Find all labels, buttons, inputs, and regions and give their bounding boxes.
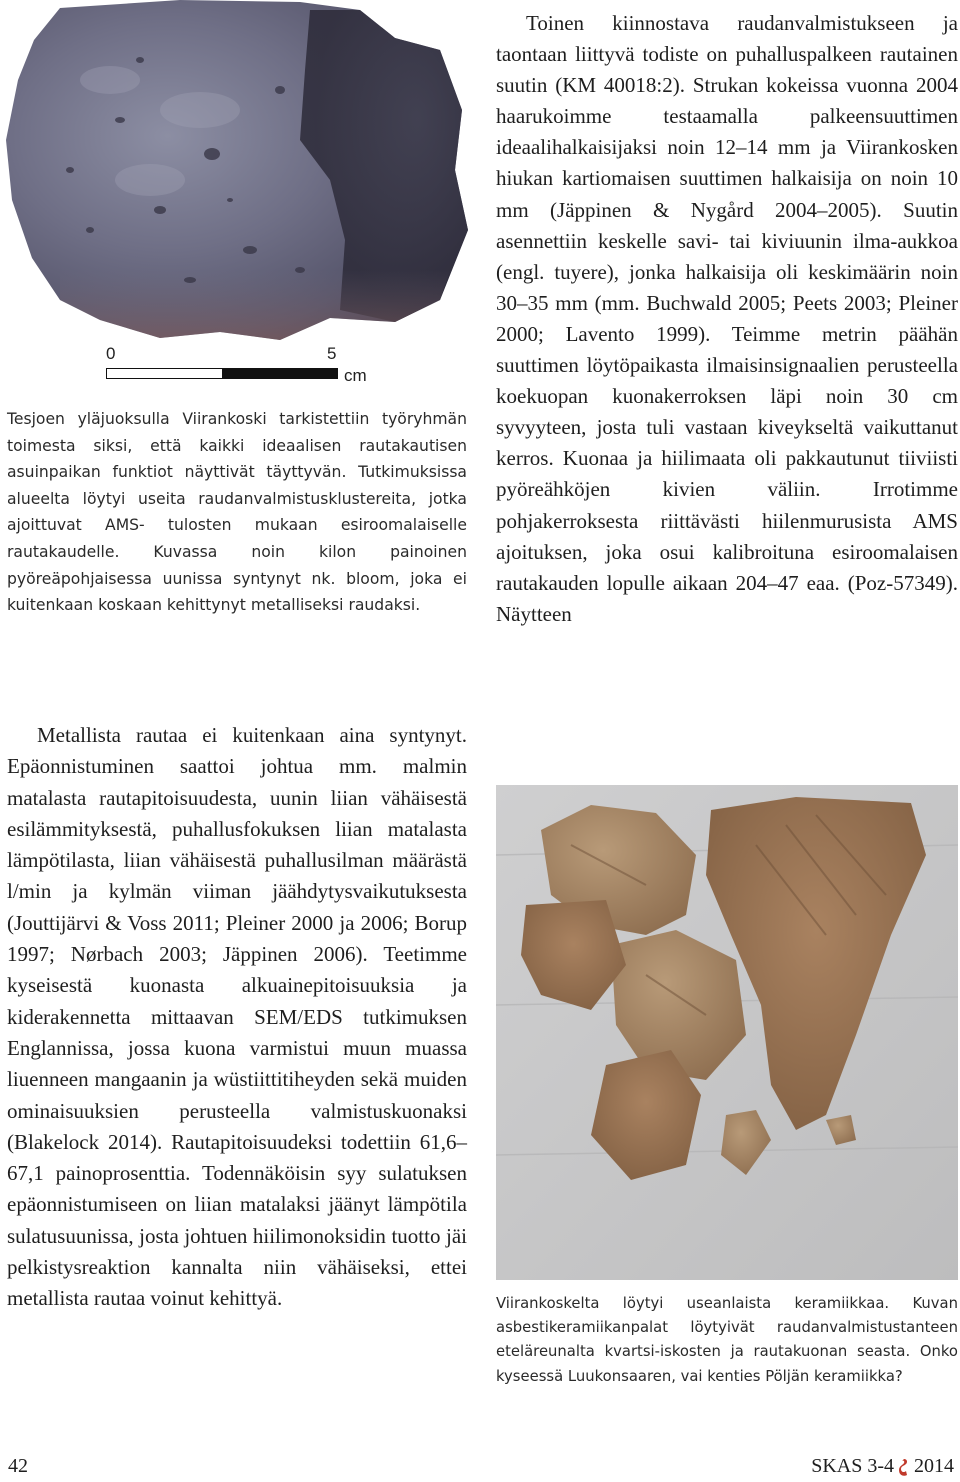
journal-logo-icon bbox=[898, 1457, 910, 1477]
body-left-column bbox=[7, 720, 467, 1315]
scale-segment-dark bbox=[222, 369, 337, 378]
bloom-photo bbox=[0, 0, 470, 350]
journal-footer bbox=[811, 1455, 954, 1478]
scale-label-unit: cm bbox=[344, 366, 367, 385]
body-right-column bbox=[496, 8, 958, 630]
ceramics-caption: Viirankoskelta löytyi useanlaista keramiikkaa. Kuvan asbestikeramiikanpalat löytyivät raudanvalmistustanteen eteläreunalta kvartsi-iskosten ja rautakuonan seasta. Onko kyseessä Luukonsaaren, vai kenties Pöljän keramiikka? bbox=[496, 1295, 958, 1385]
body-paragraph-left: Metallista rautaa ei kuitenkaan aina syntynyt. Epäonnistuminen saattoi johtua mm. malmin matalasta rautapitoisuudesta, uunin liian vähäisestä esilämmityksestä, puhallusfokuksen liian matalasta lämpötilasta, liian vähäisestä puhallusilman määrästä l/min ja kylmän viiman jäähdytysvaikutuksesta (Jouttijärvi & Voss 2011; Pleiner 2000 ja 2006; Borup 1997; Nørbach 2003; Jäppinen 2006). Teetimme kyseisestä kuonasta alkuainepitoisuuksia ja kiderakennetta mittaavan SEM/EDS tutkimuksen Englannissa, jossa kuona varmistui muun muassa liuenneen mangaanin ja wüstiittitiheyden sekä muiden ominaisuuksien perusteella valmistuskuonaksi (Blakelock 2014). Rautapitoisuudeksi todettiin 61,6–67,1 painoprosenttia. Todennäköisin syy sulatuksen epäonnistumiseen on liian matalaksi jäänyt lämpötila sulatusuunissa, josta johtuen hiilimonoksidin tuotto jäi pelkistysreaktion kannalta niin vähäiseksi, ettei metallista rautaa voinut kehittyä. bbox=[7, 723, 467, 1311]
scale-track bbox=[106, 368, 338, 379]
ceramics-photo bbox=[496, 785, 958, 1280]
scale-label-five: 5 bbox=[327, 344, 337, 363]
scale-segment-light bbox=[107, 369, 222, 378]
page-number: 42 bbox=[8, 1455, 28, 1477]
scale-bar bbox=[100, 344, 370, 388]
scale-label-zero: 0 bbox=[106, 344, 116, 363]
bloom-caption: Tesjoen yläjuoksulla Viirankoski tarkistettiin työryhmän toimesta siksi, että kaikki ideaalisen rautakautisen asuinpaikan funktiot näyttivät täyttyvän. Tutkimuksissa alueelta löytyi useita raudanvalmistusklustereita, jotka ajoittuvat AMS- tulosten mukaan esiroomalaiselle rautakaudelle. Kuvassa noin kilon painoinen pyöreäpohjaisessa uunissa syntynyt nk. bloom, joka ei kuitenkaan koskaan kehittynyt metalliseksi raudaksi. bbox=[7, 410, 467, 615]
journal-year: 2014 bbox=[914, 1455, 954, 1477]
body-paragraph-right: Toinen kiinnostava raudanvalmistukseen ja taontaan liittyvä todiste on puhalluspalkeen rautainen suutin (KM 40018:2). Strukan kokeissa vuonna 2004 haarukoimme testaamalla palkeensuuttimen ideaalihalkaisijaksi noin 12–14 mm ja Viirankosken hiukan kartiomaisen suuttimen halkaisija on noin 10 mm (Jäppinen & Nygård 2004–2005). Suutin asennettiin keskelle savi- tai kiviuunin ilma-aukkoa (engl. tuyere), jonka halkaisija oli keskimäärin noin 30–35 mm (mm. Buchwald 2005; Peets 2003; Pleiner 2000; Lavento 1999). Teimme metrin päähän suuttimen löytöpaikasta ilmaisinsignaalien perusteella koekuopan kuonakerroksen läpi noin 30 cm syvyyteen, josta tuli vastaan kiveykseltä vaikuttanut kerros. Kuonaa ja hiilimaata oli pakkautunut tiiviisti pyöreähköjen kivien väliin. Irrotimme pohjakerroksesta riittävästi hiilenmurusista AMS ajoituksen, joka osui kalibroituna esiroomalaisen rautakauden lopulle aikaan 204–47 eaa. (Poz-57349). Näytteen bbox=[496, 11, 958, 626]
journal-name: SKAS 3-4 bbox=[811, 1455, 894, 1477]
